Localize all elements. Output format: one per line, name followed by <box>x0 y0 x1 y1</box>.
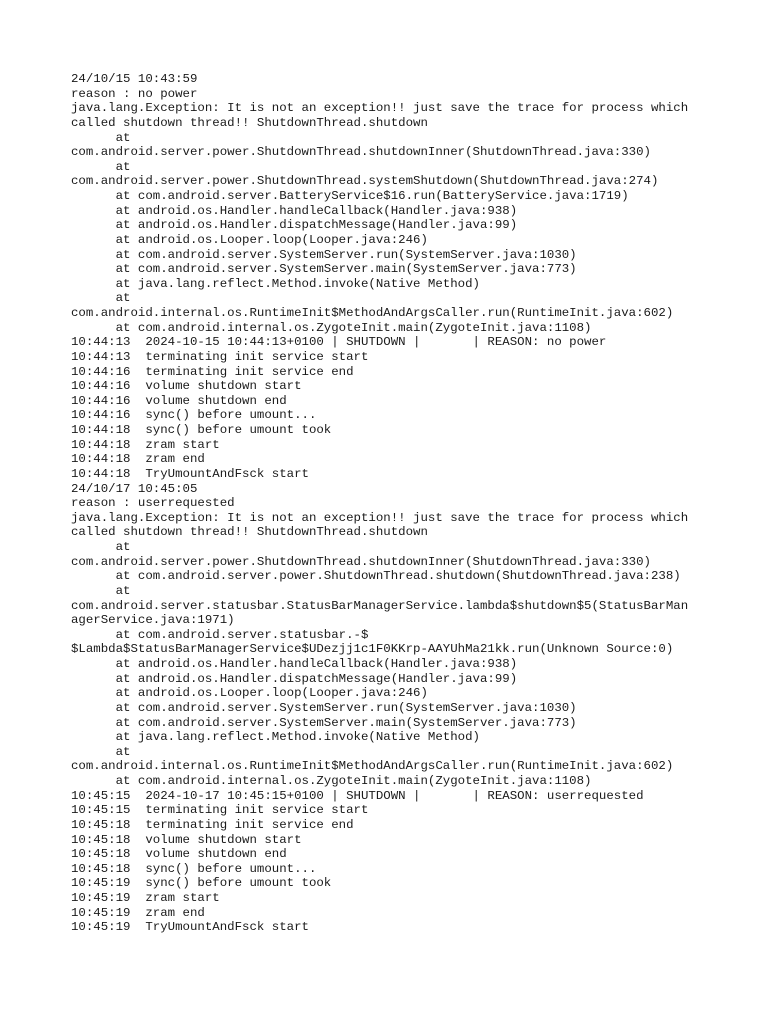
log-line: com.android.internal.os.RuntimeInit$MethodAndArgsCaller.run(RuntimeInit.java:602) <box>71 306 674 320</box>
log-line: at <box>71 744 131 759</box>
log-line: at android.os.Handler.dispatchMessage(Handler.java:99) <box>71 218 518 233</box>
log-line: 10:45:19 sync() before umount took <box>71 876 332 891</box>
log-line: reason : no power <box>71 86 198 101</box>
log-line: 10:44:16 terminating init service end <box>71 364 354 379</box>
log-line: 10:45:19 zram start <box>71 891 220 905</box>
log-line: at <box>71 291 131 306</box>
log-line: at java.lang.reflect.Method.invoke(Native Method) <box>71 276 480 291</box>
log-line: at com.android.server.BatteryService$16.run(BatteryService.java:1719) <box>71 189 629 203</box>
log-line: 10:44:18 TryUmountAndFsck start <box>71 466 309 481</box>
log-line: at <box>71 583 131 598</box>
log-line: 10:44:16 volume shutdown start <box>71 379 302 394</box>
log-line: at android.os.Handler.handleCallback(Handler.java:938) <box>71 203 518 218</box>
log-line: 10:44:13 terminating init service start <box>71 349 369 364</box>
log-line: com.android.internal.os.RuntimeInit$MethodAndArgsCaller.run(RuntimeInit.java:602) <box>71 759 674 774</box>
log-line: 10:45:18 terminating init service end <box>71 817 354 832</box>
log-line: com.android.server.power.ShutdownThread.shutdownInner(ShutdownThread.java:330) <box>71 145 651 160</box>
log-line: at android.os.Looper.loop(Looper.java:246) <box>71 232 428 247</box>
log-line: at com.android.internal.os.ZygoteInit.main(ZygoteInit.java:1108) <box>71 320 592 335</box>
log-line: agerService.java:1971) <box>71 613 235 628</box>
log-line: at <box>71 130 131 145</box>
log-line: called shutdown thread!! ShutdownThread.shutdown <box>71 525 428 540</box>
log-line: $Lambda$StatusBarManagerService$UDezjj1c1F0KKrp-AAYUhMa21kk.run(Unknown Source:0) <box>71 642 674 657</box>
log-line: at java.lang.reflect.Method.invoke(Native Method) <box>71 730 480 745</box>
log-line: 10:45:18 sync() before umount... <box>71 861 317 876</box>
log-line: reason : userrequested <box>71 496 235 511</box>
log-line: 10:45:15 2024-10-17 10:45:15+0100 | SHUTDOWN | | REASON: userrequested <box>71 788 644 803</box>
log-line: 10:44:16 volume shutdown end <box>71 393 287 408</box>
log-line: com.android.server.power.ShutdownThread.shutdownInner(ShutdownThread.java:330) <box>71 554 651 569</box>
log-line: at com.android.internal.os.ZygoteInit.main(ZygoteInit.java:1108) <box>71 774 592 788</box>
shutdown-log-text <box>71 72 711 935</box>
log-line: at com.android.server.power.ShutdownThread.shutdown(ShutdownThread.java:238) <box>71 569 681 584</box>
log-line: com.android.server.power.ShutdownThread.systemShutdown(ShutdownThread.java:274) <box>71 174 659 189</box>
log-line: 10:44:18 zram end <box>71 452 205 467</box>
log-line: at com.android.server.SystemServer.main(SystemServer.java:773) <box>71 715 577 730</box>
log-line: 10:45:15 terminating init service start <box>71 803 369 818</box>
log-line: 24/10/17 10:45:05 <box>71 481 198 496</box>
log-line: at <box>71 540 131 554</box>
log-line: com.android.server.statusbar.StatusBarManagerService.lambda$shutdown$5(StatusBarMan <box>71 598 689 613</box>
log-line: 10:44:18 zram start <box>71 437 220 452</box>
log-line: 10:44:18 sync() before umount took <box>71 423 332 437</box>
log-line: java.lang.Exception: It is not an exception!! just save the trace for process which <box>71 101 689 116</box>
log-line: at com.android.server.statusbar.-$ <box>71 627 369 642</box>
log-line: 10:44:16 sync() before umount... <box>71 408 317 423</box>
log-line: 10:45:18 volume shutdown start <box>71 832 302 847</box>
log-line: 10:44:13 2024-10-15 10:44:13+0100 | SHUTDOWN | | REASON: no power <box>71 335 607 350</box>
log-line: java.lang.Exception: It is not an exception!! just save the trace for process which <box>71 510 689 525</box>
log-line: 24/10/15 10:43:59 <box>71 72 198 86</box>
log-line: at com.android.server.SystemServer.main(SystemServer.java:773) <box>71 262 577 277</box>
log-line: at android.os.Looper.loop(Looper.java:246) <box>71 686 428 701</box>
log-line: at <box>71 159 131 174</box>
log-line: 10:45:19 TryUmountAndFsck start <box>71 920 309 935</box>
log-line: at android.os.Handler.dispatchMessage(Handler.java:99) <box>71 671 518 686</box>
log-line: 10:45:19 zram end <box>71 905 205 920</box>
log-line: at com.android.server.SystemServer.run(SystemServer.java:1030) <box>71 700 577 715</box>
log-line: 10:45:18 volume shutdown end <box>71 847 287 862</box>
log-line: at com.android.server.SystemServer.run(SystemServer.java:1030) <box>71 247 577 262</box>
log-line: at android.os.Handler.handleCallback(Handler.java:938) <box>71 657 518 671</box>
log-line: called shutdown thread!! ShutdownThread.shutdown <box>71 115 428 130</box>
